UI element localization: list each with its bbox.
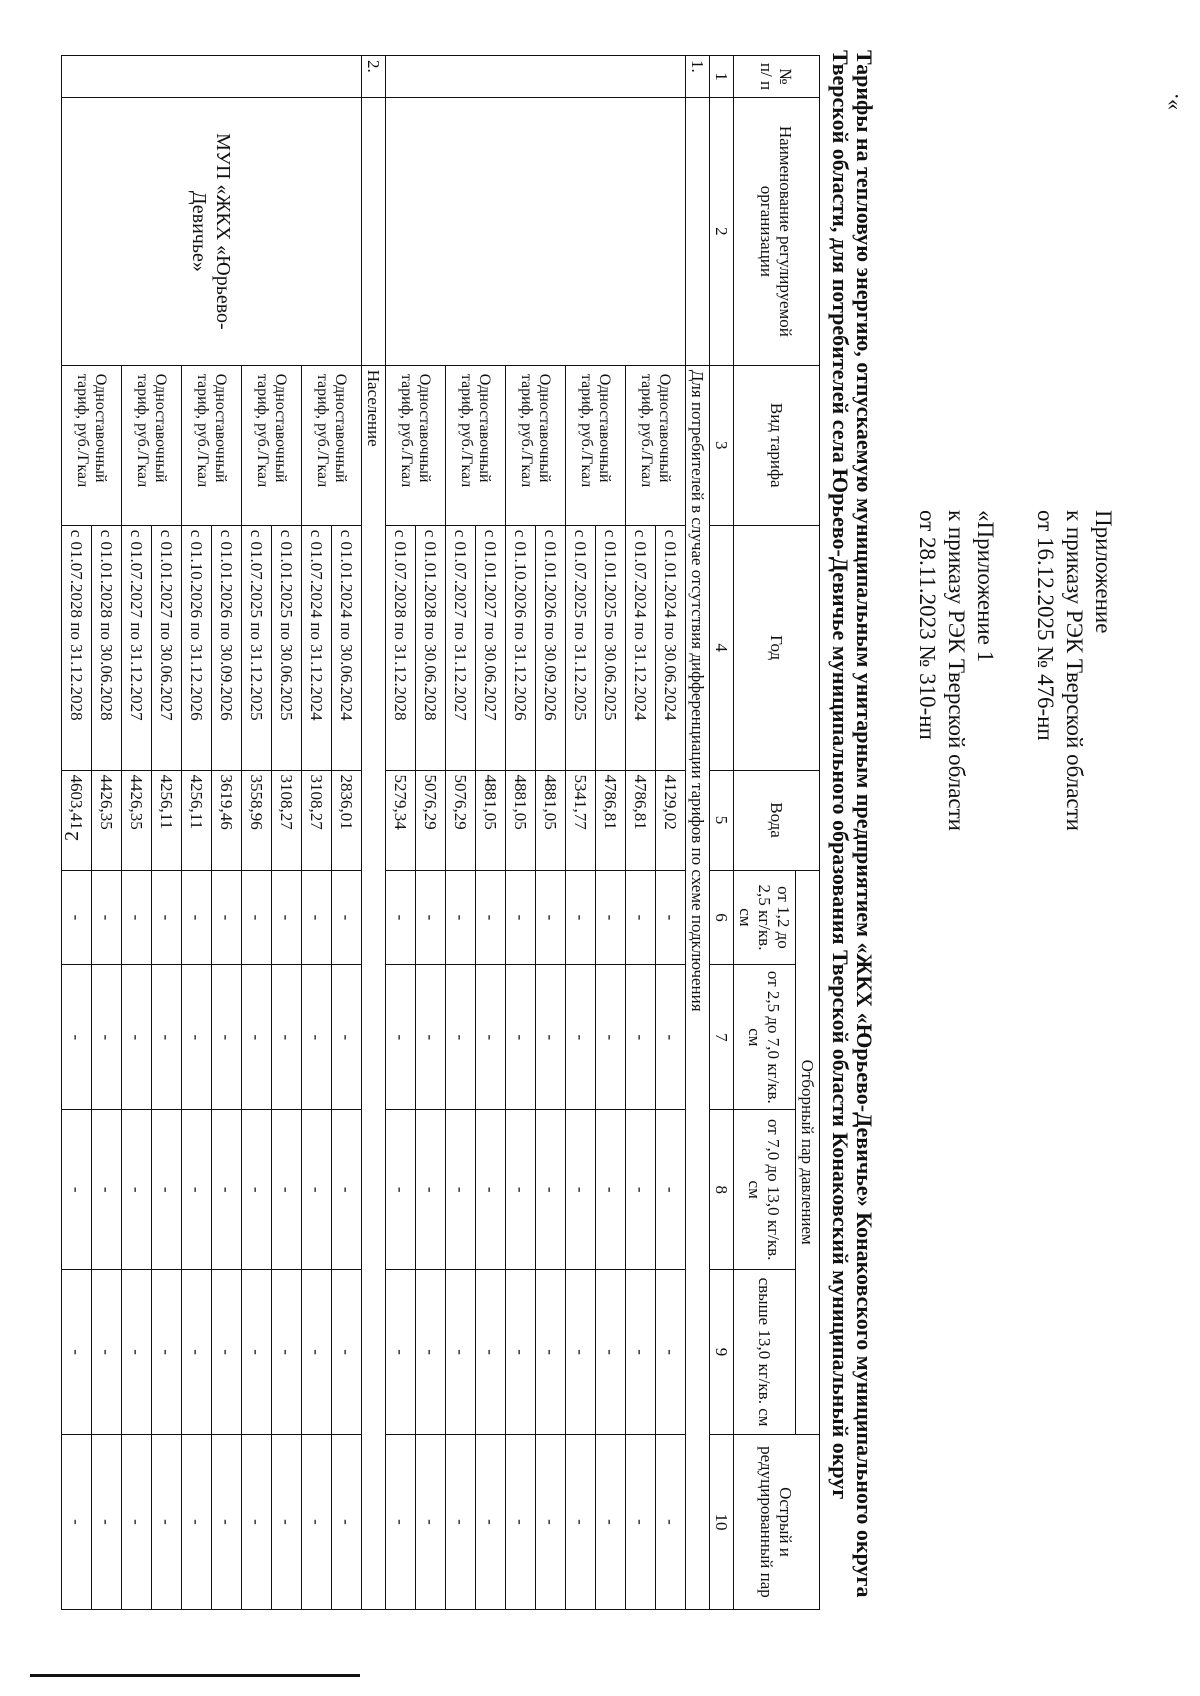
dash-value: -: [656, 1270, 686, 1435]
water-value: 4786,81: [596, 770, 626, 870]
tariff-table: [61, 55, 820, 1610]
appendix-line: Приложение: [1091, 510, 1116, 634]
dash-value: -: [626, 965, 656, 1110]
dash-value: -: [122, 870, 152, 965]
dash-value: -: [272, 1270, 302, 1435]
header-sharp-steam: Острый и редуцированный пар: [734, 1434, 820, 1609]
dash-value: -: [182, 965, 212, 1110]
dash-value: -: [596, 1434, 626, 1609]
water-value: 3108,27: [302, 770, 332, 870]
period: с 01.07.2025 по 31.12.2025: [242, 525, 272, 770]
header-pressure-3: от 7,0 до 13,0 кг/кв. см: [734, 1110, 796, 1270]
tariff-type: Одноставочный тариф, руб./Гкал: [626, 365, 686, 525]
dash-value: -: [506, 1110, 536, 1270]
column-index-cell: 6: [710, 870, 734, 965]
section-row: [362, 56, 386, 1610]
water-value: 4881,05: [506, 770, 536, 870]
tariff-row: [332, 56, 362, 1610]
tariff-type: Одноставочный тариф, руб./Гкал: [182, 365, 242, 525]
dash-value: -: [656, 1110, 686, 1270]
dash-value: -: [566, 965, 596, 1110]
appendix-line: к приказу РЭК Тверской области: [944, 510, 969, 831]
water-value: 3108,27: [272, 770, 302, 870]
tariff-type: Одноставочный тариф, руб./Гкал: [302, 365, 362, 525]
water-value: 2836,01: [332, 770, 362, 870]
dash-value: -: [446, 1270, 476, 1435]
section-label: Население: [362, 365, 386, 1609]
dash-value: -: [416, 1270, 446, 1435]
dash-value: -: [566, 1110, 596, 1270]
dash-value: -: [62, 870, 92, 965]
dash-value: -: [212, 1270, 242, 1435]
tariff-type: Одноставочный тариф, руб./Гкал: [566, 365, 626, 525]
column-index-cell: 10: [710, 1434, 734, 1609]
period: с 01.01.2028 по 30.06.2028: [416, 525, 446, 770]
water-value: 5076,29: [416, 770, 446, 870]
document-title: Тарифы на тепловую энергию, отпускаемую муниципальным унитарным предприятием «ЖКХ «Юрьево-Девичье» Конаковского муниципального округа Тверской области, для потребителей села Юрьево-Девичье муниципального образования Тверской области Конаковский муниципальный округ: [828, 50, 877, 1598]
tariff-type: Одноставочный тариф, руб./Гкал: [386, 365, 446, 525]
period: с 01.01.2025 по 30.06.2025: [272, 525, 302, 770]
dash-value: -: [416, 965, 446, 1110]
water-value: 3619,46: [212, 770, 242, 870]
period: с 01.01.2027 по 30.06.2027: [152, 525, 182, 770]
dash-value: -: [182, 1434, 212, 1609]
dash-value: -: [152, 1270, 182, 1435]
period: с 01.10.2026 по 31.12.2026: [182, 525, 212, 770]
header-period: Год: [734, 525, 820, 770]
period: с 01.07.2027 по 31.12.2027: [446, 525, 476, 770]
tariff-row: [656, 56, 686, 1610]
dash-value: -: [536, 1434, 566, 1609]
dash-value: -: [182, 1270, 212, 1435]
dash-value: -: [476, 1110, 506, 1270]
tariff-type: Одноставочный тариф, руб./Гкал: [122, 365, 182, 525]
dash-value: -: [212, 870, 242, 965]
appendix-line: от 28.11.2023 № 310-нп: [915, 510, 940, 740]
dash-value: -: [212, 965, 242, 1110]
column-index-cell: 2: [710, 97, 734, 365]
footer-rule: [30, 1674, 360, 1677]
column-index-row: [710, 56, 734, 1610]
dash-value: -: [596, 870, 626, 965]
period: с 01.07.2028 по 31.12.2028: [62, 525, 92, 770]
dash-value: -: [476, 965, 506, 1110]
number-blank: [386, 56, 686, 98]
tariff-type: Одноставочный тариф, руб./Гкал: [506, 365, 566, 525]
dash-value: -: [566, 1434, 596, 1609]
tariff-type: Одноставочный тариф, руб./Гкал: [242, 365, 302, 525]
dash-value: -: [212, 1434, 242, 1609]
water-value: 5279,34: [386, 770, 416, 870]
dash-value: -: [626, 870, 656, 965]
dash-value: -: [302, 965, 332, 1110]
dash-value: -: [332, 1110, 362, 1270]
dash-value: -: [242, 1270, 272, 1435]
dash-value: -: [332, 1270, 362, 1435]
dash-value: -: [272, 870, 302, 965]
dash-value: -: [242, 1110, 272, 1270]
column-index-cell: 5: [710, 770, 734, 870]
dash-value: -: [476, 1434, 506, 1609]
dash-value: -: [62, 1270, 92, 1435]
appendix-line: к приказу РЭК Тверской области: [1062, 510, 1087, 831]
tariff-type: Одноставочный тариф, руб./Гкал: [446, 365, 506, 525]
dash-value: -: [476, 870, 506, 965]
tariff-type: Одноставочный тариф, руб./Гкал: [62, 365, 122, 525]
header-tariff-type: Вид тарифа: [734, 365, 820, 525]
period: с 01.01.2024 по 30.06.2024: [332, 525, 362, 770]
page-number: 2: [61, 831, 83, 841]
water-value: 4129,02: [656, 770, 686, 870]
water-value: 4603,41: [62, 770, 92, 870]
column-index-cell: 8: [710, 1110, 734, 1270]
dash-value: -: [446, 870, 476, 965]
dash-value: -: [332, 870, 362, 965]
header-pressure-1: от 1,2 до 2,5 кг/кв. см: [734, 870, 796, 965]
tariff-table-wrapper: [61, 55, 820, 1610]
dash-value: -: [596, 1270, 626, 1435]
dash-value: -: [302, 1434, 332, 1609]
dash-value: -: [272, 1110, 302, 1270]
water-value: 4881,05: [476, 770, 506, 870]
dash-value: -: [446, 1434, 476, 1609]
dash-value: -: [152, 870, 182, 965]
period: с 01.07.2027 по 31.12.2027: [122, 525, 152, 770]
section-label: Для потребителей в случае отсутствия дифференциации тарифов по схеме подключения: [686, 365, 710, 1609]
appendix-line: от 16.12.2025 № 476-нп: [1033, 510, 1058, 741]
column-index-cell: 9: [710, 1270, 734, 1435]
organization-name: МУП «ЖКХ «Юрьево-Девичье»: [62, 97, 362, 365]
dash-value: -: [566, 870, 596, 965]
dash-value: -: [656, 1434, 686, 1609]
dash-value: -: [446, 1110, 476, 1270]
organization-blank: [362, 97, 386, 365]
rotated-page-content: [40, 40, 1160, 1640]
appendix-line: «Приложение 1: [973, 510, 998, 663]
original-appendix-reference: [913, 510, 1000, 831]
dash-value: -: [536, 870, 566, 965]
organization-name: [386, 97, 686, 365]
dash-value: -: [182, 1110, 212, 1270]
dash-value: -: [386, 870, 416, 965]
dash-value: -: [152, 1434, 182, 1609]
dash-value: -: [506, 1270, 536, 1435]
dash-value: -: [302, 1110, 332, 1270]
header-pressure-4: свыше 13,0 кг/кв. см: [734, 1270, 796, 1435]
dash-value: -: [416, 1434, 446, 1609]
dash-value: -: [302, 870, 332, 965]
dash-value: -: [122, 965, 152, 1110]
dash-value: -: [416, 1110, 446, 1270]
dash-value: -: [62, 1434, 92, 1609]
dash-value: -: [302, 1270, 332, 1435]
header-number: № п/ п: [734, 56, 820, 98]
section-row: [686, 56, 710, 1610]
dash-value: -: [476, 1270, 506, 1435]
tariff-table-body: [62, 56, 710, 1610]
dash-value: -: [272, 1434, 302, 1609]
dash-value: -: [386, 965, 416, 1110]
closing-quote-mark: ».: [1158, 93, 1183, 110]
dash-value: -: [626, 1434, 656, 1609]
dash-value: -: [596, 965, 626, 1110]
dash-value: -: [152, 1110, 182, 1270]
dash-value: -: [92, 1110, 122, 1270]
number-blank: [62, 56, 362, 98]
appendix-reference: [1031, 510, 1118, 831]
dash-value: -: [386, 1270, 416, 1435]
header-pressure-2: от 2,5 до 7,0 кг/кв. см: [734, 965, 796, 1110]
section-number: 1.: [686, 56, 710, 98]
period: с 01.10.2026 по 31.12.2026: [506, 525, 536, 770]
dash-value: -: [122, 1434, 152, 1609]
water-value: 4256,11: [152, 770, 182, 870]
dash-value: -: [536, 1270, 566, 1435]
dash-value: -: [656, 965, 686, 1110]
dash-value: -: [242, 870, 272, 965]
water-value: 3558,96: [242, 770, 272, 870]
dash-value: -: [536, 1110, 566, 1270]
water-value: 4256,11: [182, 770, 212, 870]
dash-value: -: [92, 1270, 122, 1435]
period: с 01.07.2024 по 31.12.2024: [302, 525, 332, 770]
dash-value: -: [656, 870, 686, 965]
header-organization: Наименование регулируемой организации: [734, 97, 820, 365]
water-value: 5341,77: [566, 770, 596, 870]
dash-value: -: [566, 1270, 596, 1435]
dash-value: -: [626, 1270, 656, 1435]
dash-value: -: [272, 965, 302, 1110]
column-index-cell: 3: [710, 365, 734, 525]
section-number: 2.: [362, 56, 386, 98]
dash-value: -: [152, 965, 182, 1110]
dash-value: -: [122, 1270, 152, 1435]
period: с 01.01.2025 по 30.06.2025: [596, 525, 626, 770]
dash-value: -: [62, 965, 92, 1110]
dash-value: -: [332, 965, 362, 1110]
dash-value: -: [92, 870, 122, 965]
dash-value: -: [506, 1434, 536, 1609]
dash-value: -: [92, 1434, 122, 1609]
column-index-cell: 7: [710, 965, 734, 1110]
water-value: 5076,29: [446, 770, 476, 870]
column-index-cell: 1: [710, 56, 734, 98]
organization-blank: [686, 97, 710, 365]
period: с 01.01.2027 по 30.06.2027: [476, 525, 506, 770]
dash-value: -: [122, 1110, 152, 1270]
dash-value: -: [212, 1110, 242, 1270]
dash-value: -: [62, 1110, 92, 1270]
header-steam-group: Отборный пар давлением: [796, 870, 820, 1434]
period: с 01.01.2026 по 30.09.2026: [536, 525, 566, 770]
dash-value: -: [536, 965, 566, 1110]
water-value: 4881,05: [536, 770, 566, 870]
dash-value: -: [242, 965, 272, 1110]
column-index-cell: 4: [710, 525, 734, 770]
dash-value: -: [416, 870, 446, 965]
period: с 01.01.2026 по 30.09.2026: [212, 525, 242, 770]
period: с 01.07.2024 по 31.12.2024: [626, 525, 656, 770]
dash-value: -: [626, 1110, 656, 1270]
dash-value: -: [446, 965, 476, 1110]
period: с 01.01.2024 по 30.06.2024: [656, 525, 686, 770]
dash-value: -: [242, 1434, 272, 1609]
period: с 01.07.2028 по 31.12.2028: [386, 525, 416, 770]
dash-value: -: [92, 965, 122, 1110]
dash-value: -: [506, 965, 536, 1110]
dash-value: -: [332, 1434, 362, 1609]
dash-value: -: [386, 1434, 416, 1609]
period: с 01.01.2028 по 30.06.2028: [92, 525, 122, 770]
header-water: Вода: [734, 770, 820, 870]
water-value: 4786,81: [626, 770, 656, 870]
dash-value: -: [506, 870, 536, 965]
water-value: 4426,35: [92, 770, 122, 870]
period: с 01.07.2025 по 31.12.2025: [566, 525, 596, 770]
water-value: 4426,35: [122, 770, 152, 870]
dash-value: -: [596, 1110, 626, 1270]
dash-value: -: [182, 870, 212, 965]
dash-value: -: [386, 1110, 416, 1270]
